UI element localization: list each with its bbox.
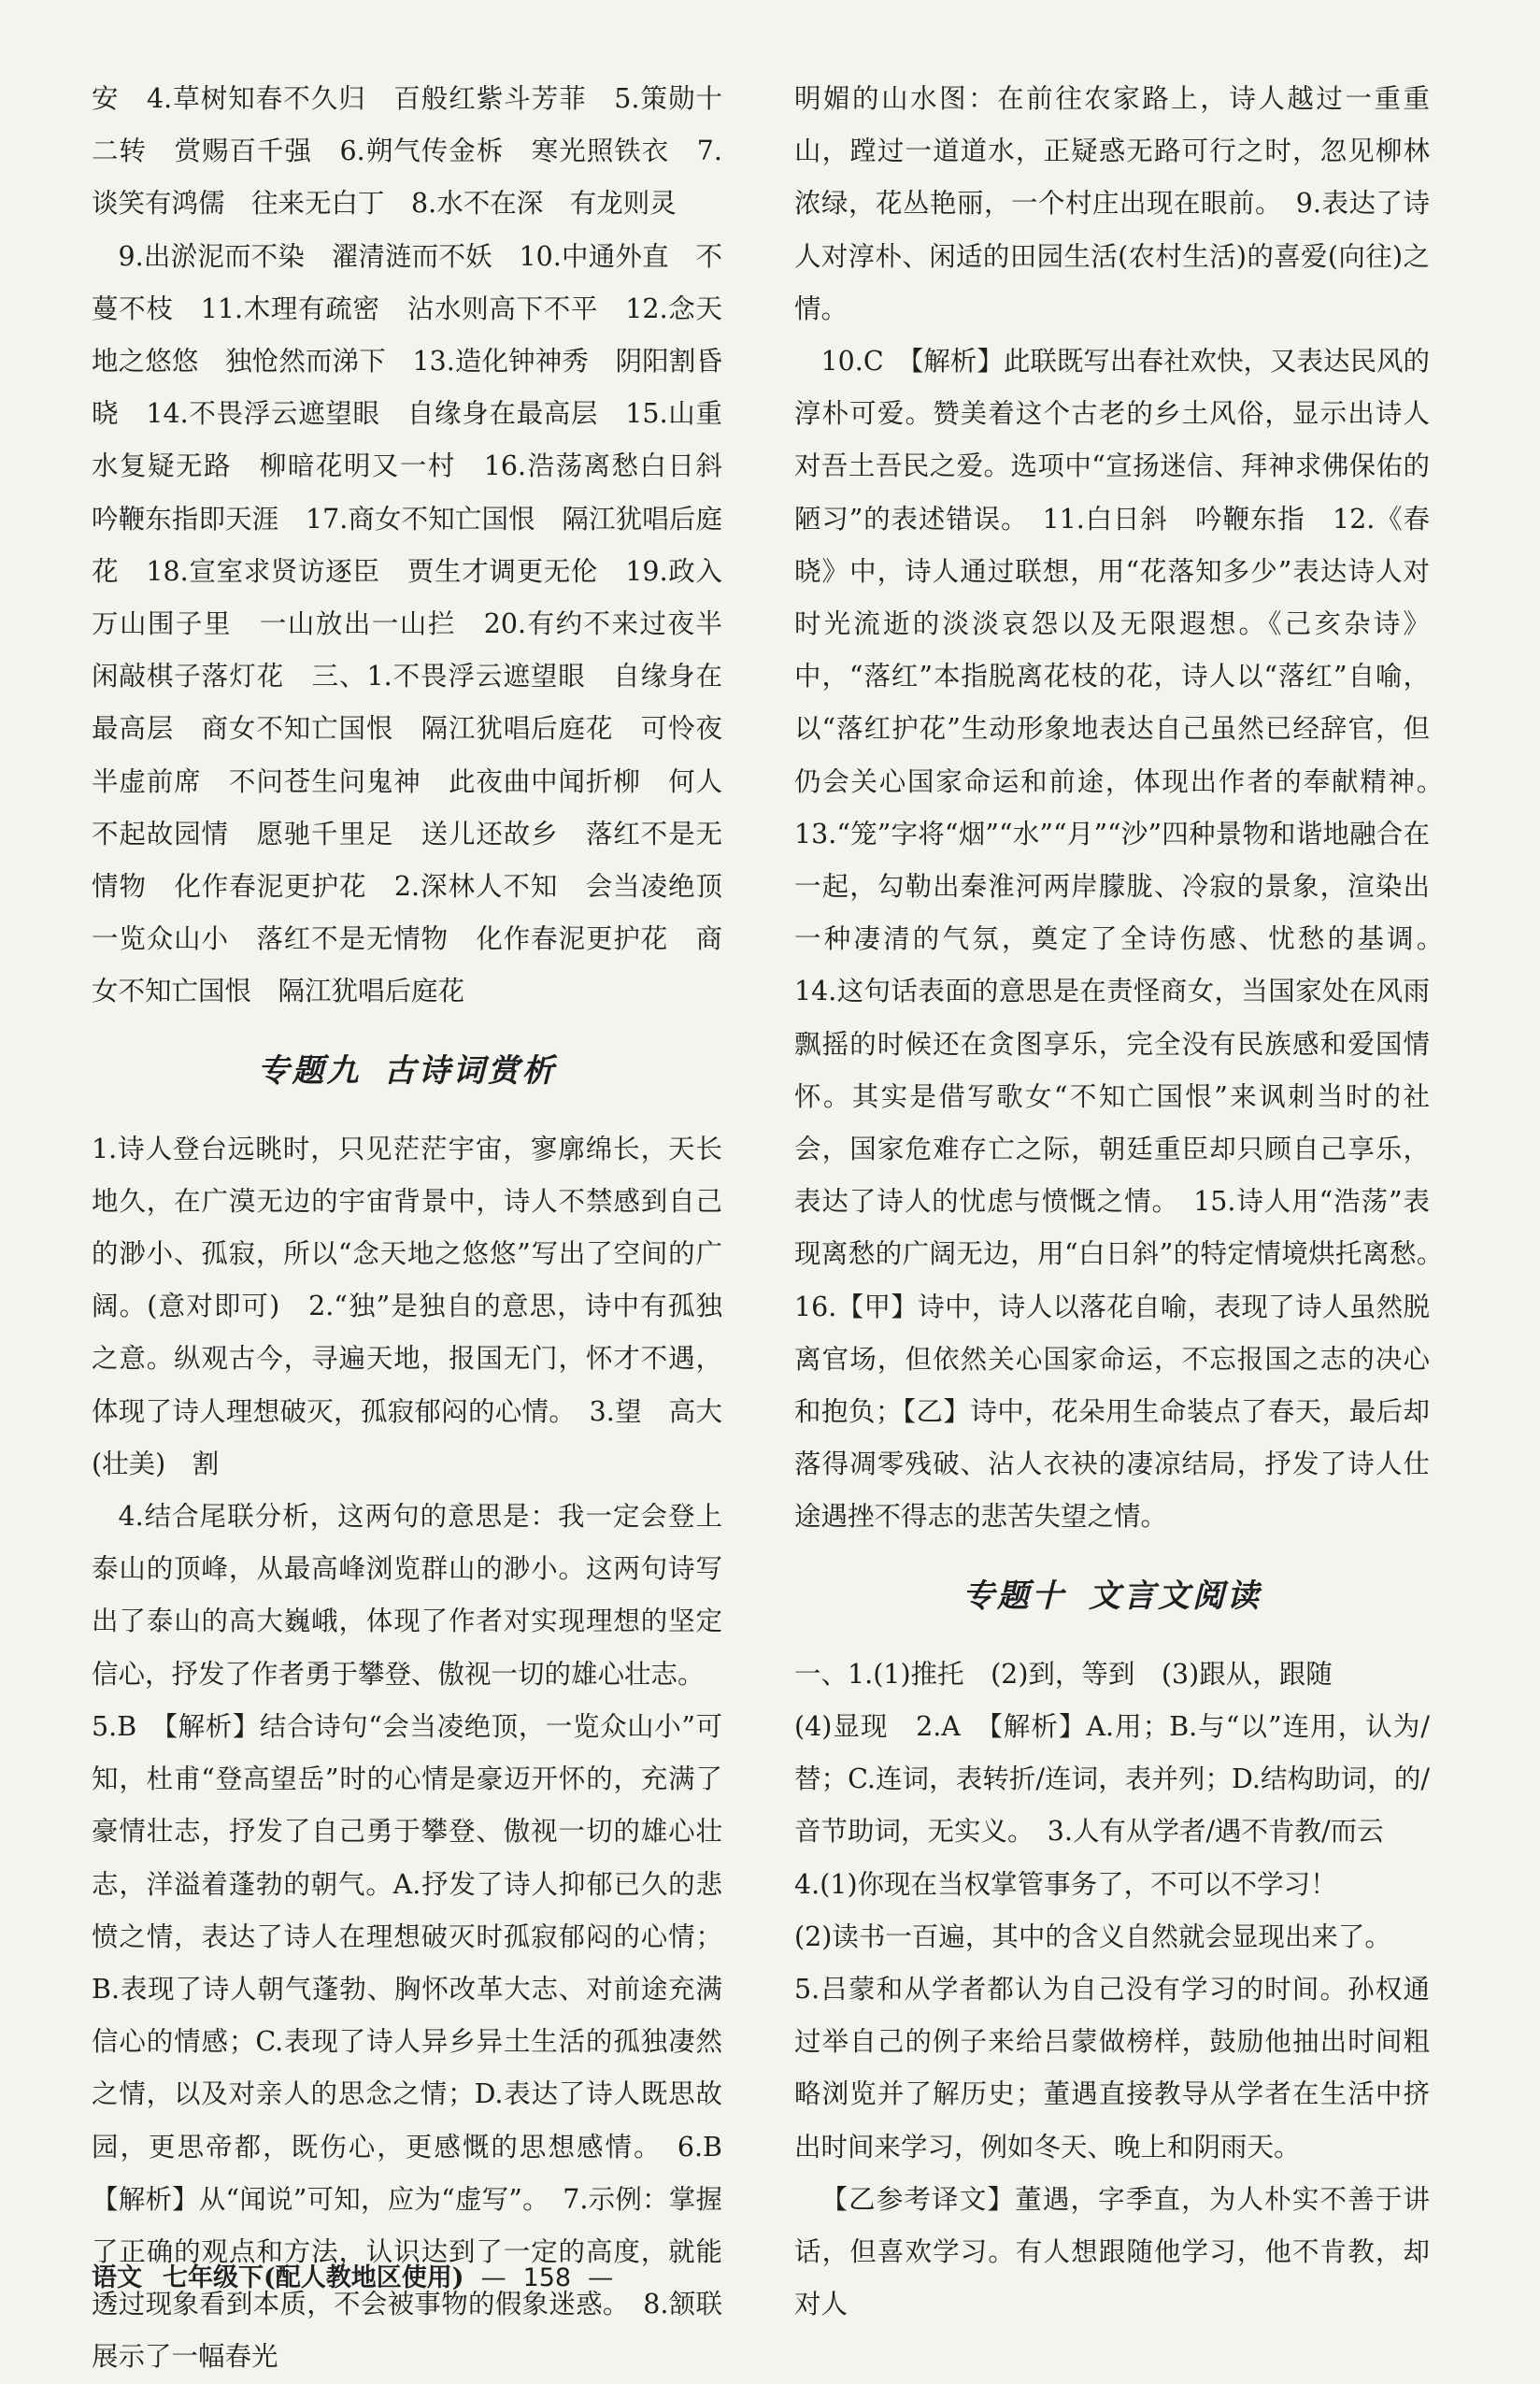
footer-grade: 七年级下(配人教地区使用)	[163, 2263, 464, 2292]
footer-subject: 语文	[92, 2263, 142, 2292]
left-text-block-2: 9.出淤泥而不染 濯清涟而不妖 10.中通外直 不蔓不枝 11.木理有疏密 沾水则高下不平 12.念天地之悠悠 独怆然而涕下 13.造化钟神秀 阴阳割昏晓 14.不畏浮云遮望眼 自缘身在最高层 15.山重水复疑无路 柳暗花明又一村 16.浩荡离愁白日斜 吟鞭东指即天涯 17.商女不知亡国恨 隔江犹唱后庭花 18.宣室求贤访逐臣 贾生才调更无伦 19.政入万山围子里 一山放出一山拦 20.有约不来过夜半 闲敲棋子落灯花 三、1.不畏浮云遮望眼 自缘身在最高层 商女不知亡国恨 隔江犹唱后庭花 可怜夜半虚前席 不问苍生问鬼神 此夜曲中闻折柳 何人不起故园情 愿驰千里足 送儿还故乡 落红不是无情物 化作春泥更护花 2.深林人不知 会当凌绝顶 一览众山小 落红不是无情物 化作春泥更护花 商女不知亡国恨 隔江犹唱后庭花	[92, 240, 749, 1007]
right-text-block-6: 【乙参考译文】董遇，字季直，为人朴实不善于讲话，但喜欢学习。有人想跟随他学习，他不肯教，却对人	[794, 2183, 1430, 2320]
left-column	[92, 73, 749, 2384]
right-column	[794, 73, 1457, 2331]
left-text-block-3: 1.诗人登台远眺时，只见茫茫宇宙，寥廓绵长，天长地久，在广漠无边的宇宙背景中，诗人不禁感到自己的渺小、孤寂，所以“念天地之悠悠”写出了空间的广阔。(意对即可) 2.“独”是独自的意思，诗中有孤独之意。纵观古今，寻遍天地，报国无门，怀才不遇，体现了诗人理想破灭，孤寂郁闷的心情。 3.望 高大(壮美) 割	[92, 1133, 722, 1479]
right-text-block-2: 10.C 【解析】此联既写出春社欢快，又表达民风的淳朴可爱。赞美着这个古老的乡土风俗，显示出诗人对吾土吾民之爱。选项中“宣扬迷信、拜神求佛保佑的陋习”的表述错误。 11.白日斜 吟鞭东指 12.《春晓》中，诗人通过联想，用“花落知多少”表达诗人对时光流逝的淡淡哀怨以及无限遐想。《己亥杂诗》中，“落红”本指脱离花枝的花，诗人以“落红”自喻，以“落红护花”生动形象地表达自己虽然已经辞官，但仍会关心国家命运和前途，体现出作者的奉献精神。 13.“笼”字将“烟”“水”“月”“沙”四种景物和谐地融合在一起，勾勒出秦淮河两岸朦胧、冷寂的景象，渲染出一种凄清的气氛，奠定了全诗伤感、忧愁的基调。 14.这句话表面的意思是在责怪商女，当国家处在风雨飘摇的时候还在贪图享乐，完全没有民族感和爱国情怀。其实是借写歌女“不知亡国恨”来讽刺当时的社会，国家危难存亡之际，朝廷重臣却只顾自己享乐，表达了诗人的忧虑与愤慨之情。 15.诗人用“浩荡”表现离愁的广阔无边，用“白日斜”的特定情境烘托离愁。 16.【甲】诗中，诗人以落花自喻，表现了诗人虽然脱离官场，但依然关心国家命运，不忘报国之志的决心和抱负；【乙】诗中，花朵用生命装点了春天，最后却落得凋零残破、沾人衣袂的凄凉结局，抒发了诗人仕途遇挫不得志的悲苦失望之情。	[794, 346, 1457, 1533]
right-text-block-3a: 一、1.(1)推托 (2)到，等到 (3)跟从，跟随	[794, 1658, 1333, 1690]
section-9-title	[92, 1019, 722, 1123]
section-10-title	[794, 1544, 1430, 1649]
left-text-block-5: 5.B 【解析】结合诗句“会当凌绝顶，一览众山小”可知，杜甫“登高望岳”时的心情是豪迈开怀的，充满了豪情壮志，抒发了自己勇于攀登、傲视一切的雄心壮志，洋溢着蓬勃的朝气。A.抒发了诗人抑郁已久的悲愤之情，表达了诗人在理想破灭时孤寂郁闷的心情；B.表现了诗人朝气蓬勃、胸怀改革大志、对前途充满信心的情感；C.表现了诗人异乡异土生活的孤独凄然之情，以及对亲人的思念之情；D.表达了诗人既思故园，更思帝都，既伤心，更感慨的思想感情。 6.B 【解析】从“闻说”可知，应为“虚写”。 7.示例：掌握了正确的观点和方法，认识达到了一定的高度，就能透过现象看到本质，不会被事物的假象迷惑。 8.颔联展示了一幅春光	[92, 1710, 749, 2373]
left-text-block-1: 安 4.草树知春不久归 百般红紫斗芳菲 5.策勋十二转 赏赐百千强 6.朔气传金柝 寒光照铁衣 7.谈笑有鸿儒 往来无白丁 8.水不在深 有龙则灵	[92, 83, 722, 220]
section-9-number: 专题九	[257, 1051, 362, 1090]
right-text-block-4a: 4.(1)你现在当权掌管事务了，不可以不学习！	[794, 1868, 1337, 1900]
section-10-number: 专题十	[962, 1577, 1066, 1615]
section-9-name: 古诗词赏析	[383, 1051, 557, 1090]
page-number: 158	[522, 2263, 572, 2292]
right-text-block-5: 5.吕蒙和从学者都认为自己没有学习的时间。孙权通过举自己的例子来给吕蒙做榜样，鼓励他抽出时间粗略浏览并了解历史；董遇直接教导从学者在生活中挤出时间来学习，例如冬天、晚上和阴雨天。	[794, 1973, 1430, 2163]
footer-dash-left: —	[480, 2263, 506, 2292]
right-text-block-3b: (4)显现 2.A 【解析】A.用；B.与“以”连用，认为/替；C.连词，表转折/连词，表并列；D.结构助词，的/音节助词，无实义。 3.人有从学者/遇不肯教/而云	[794, 1710, 1430, 1848]
footer-dash-right: —	[588, 2263, 614, 2292]
left-text-block-4: 4.结合尾联分析，这两句的意思是：我一定会登上泰山的顶峰，从最高峰浏览群山的渺小。这两句诗写出了泰山的高大巍峨，体现了作者对实现理想的坚定信心，抒发了作者勇于攀登、傲视一切的雄心壮志。	[92, 1501, 722, 1690]
page-footer	[92, 2260, 1430, 2297]
right-text-block-1: 明媚的山水图：在前往农家路上，诗人越过一重重山，蹚过一道道水，正疑惑无路可行之时，忽见柳林浓绿，花丛艳丽，一个村庄出现在眼前。 9.表达了诗人对淳朴、闲适的田园生活(农村生活)的喜爱(向往)之情。	[794, 83, 1430, 324]
section-10-name: 文言文阅读	[1089, 1577, 1262, 1615]
right-text-block-4b: (2)读书一百遍，其中的含义自然就会显现出来了。	[794, 1920, 1391, 1952]
